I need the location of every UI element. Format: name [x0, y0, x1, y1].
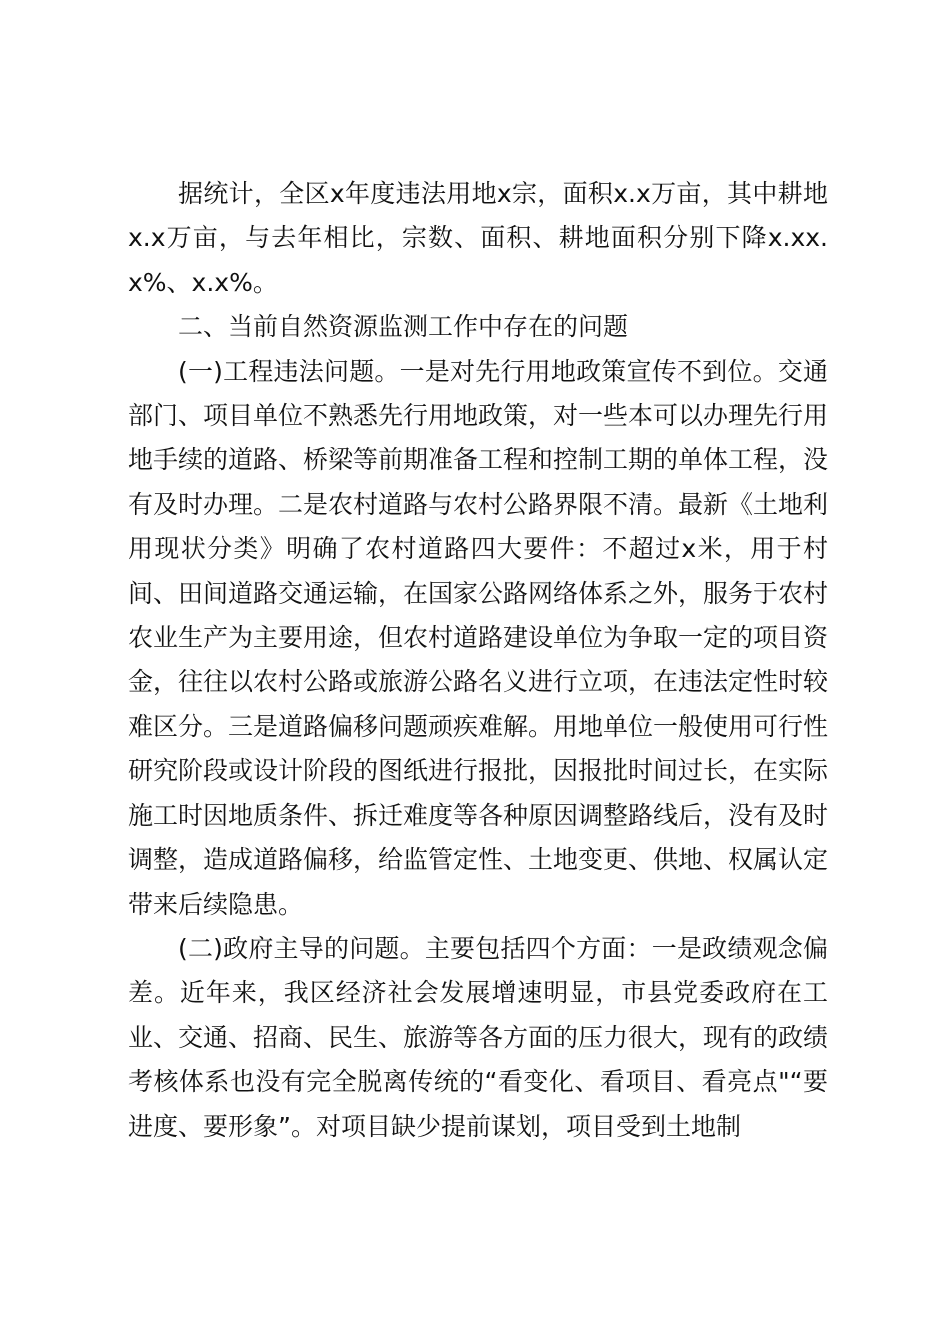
section-heading: 二、当前自然资源监测工作中存在的问题	[178, 312, 629, 342]
paragraph-government-led-issues: (二)政府主导的问题。主要包括四个方面：一是政绩观念偏差。近年来，我区经济社会发展增速明显，市县党委政府在工业、交通、招商、民生、旅游等各方面的压力很大，现有的政绩考核体系也没有完全脱离传统的“看变化、看项目、看亮点"“要进度、要形象”。对项目缺少提前谋划，项目受到土地制	[128, 933, 829, 1141]
paragraph-engineering-violations: (一)工程违法问题。一是对先行用地政策宣传不到位。交通部门、项目单位不熟悉先行用地政策，对一些本可以办理先行用地手续的道路、桥梁等前期准备工程和控制工期的单体工程，没有及时办理。二是农村道路与农村公路界限不清。最新《土地利用现状分类》明确了农村道路四大要件：不超过x米，用于村间、田间道路交通运输，在国家公路网络体系之外，服务于农村农业生产为主要用途，但农村道路建设单位为争取一定的项目资金，往往以农村公路或旅游公路名义进行立项，在违法定性时较难区分。三是道路偏移问题顽疾难解。用地单位一般使用可行性研究阶段或设计阶段的图纸进行报批，因报批时间过长，在实际施工时因地质条件、拆迁难度等各种原因调整路线后，没有及时调整，造成道路偏移，给监管定性、土地变更、供地、权属认定带来后续隐患。	[128, 356, 829, 919]
document-body	[128, 172, 828, 1149]
paragraph-statistics: 据统计，全区x年度违法用地x宗，面积x.x万亩，其中耕地x.x万亩，与去年相比，宗数、面积、耕地面积分别下降x.xx.x%、x.x%。	[128, 179, 828, 297]
